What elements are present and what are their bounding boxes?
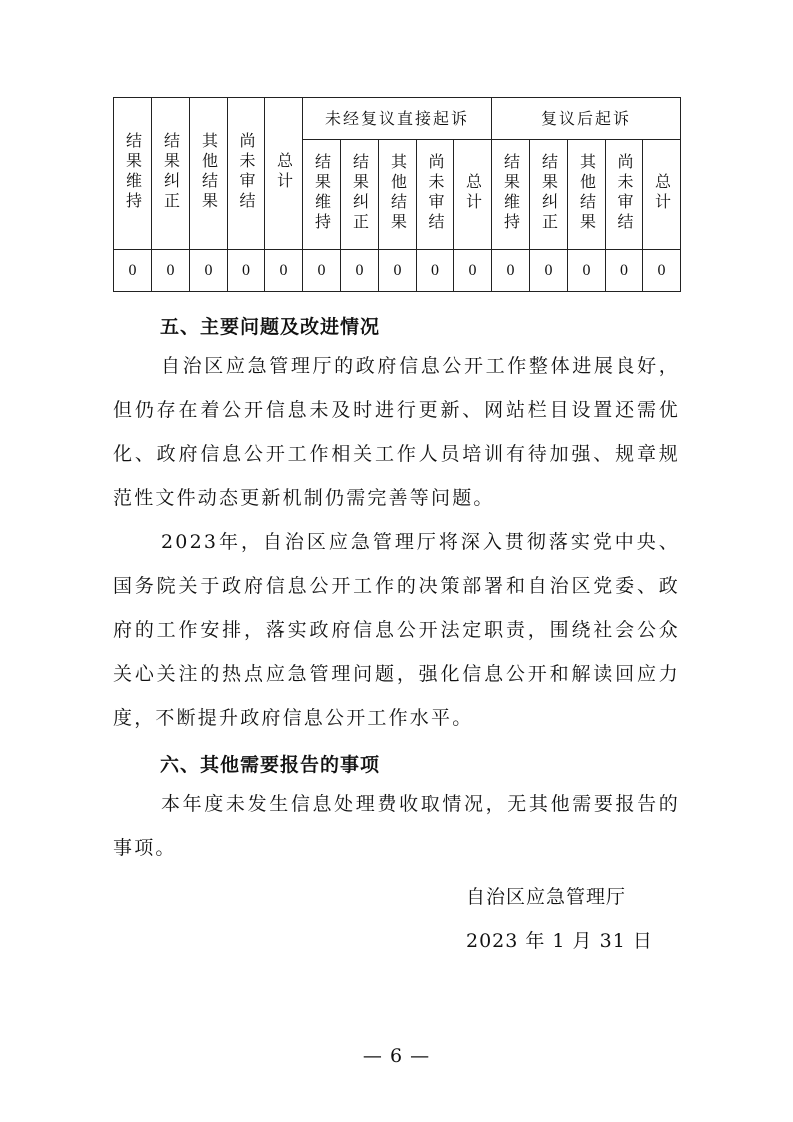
group-post-review-litigation: 复议后起诉	[492, 98, 681, 140]
header-result-upheld: 结果维持	[114, 98, 152, 250]
paragraph-plans: 2023年，自治区应急管理厅将深入贯彻落实党中央、国务院关于政府信息公开工作的决策部署和自治区党委、政府的工作安排，落实政府信息公开法定职责，围绕社会公众关心关注的热点应急管理问题，强化信息公开和解读回应力度，不断提升政府信息公开工作水平。	[113, 531, 680, 729]
table-cell: 0	[341, 250, 379, 292]
header-total: 总计	[265, 98, 303, 250]
table-cell: 0	[530, 250, 568, 292]
litigation-stats-table	[113, 97, 681, 292]
table-cell: 0	[228, 250, 265, 292]
sub-header-pending: 尚未审结	[417, 140, 454, 250]
header-other-results: 其他结果	[190, 98, 228, 250]
table-cell: 0	[606, 250, 643, 292]
table-cell: 0	[190, 250, 228, 292]
section-heading-other-matters: 六、其他需要报告的事项	[160, 754, 381, 776]
sub-header-result-upheld: 结果维持	[303, 140, 341, 250]
sub-header-result-corrected: 结果纠正	[341, 140, 379, 250]
table-cell: 0	[643, 250, 681, 292]
sub-header-result-upheld: 结果维持	[492, 140, 530, 250]
sub-header-other-results: 其他结果	[568, 140, 606, 250]
table-cell: 0	[303, 250, 341, 292]
group-direct-litigation: 未经复议直接起诉	[303, 98, 492, 140]
table-cell: 0	[152, 250, 190, 292]
sub-header-total: 总计	[454, 140, 492, 250]
signature-org: 自治区应急管理厅	[466, 886, 627, 908]
header-result-corrected: 结果纠正	[152, 98, 190, 250]
signature-date: 2023 年 1 月 31 日	[466, 930, 653, 952]
table-cell: 0	[568, 250, 606, 292]
sub-header-pending: 尚未审结	[606, 140, 643, 250]
header-pending: 尚未审结	[228, 98, 265, 250]
table-cell: 0	[417, 250, 454, 292]
sub-header-result-corrected: 结果纠正	[530, 140, 568, 250]
table-cell: 0	[379, 250, 417, 292]
paragraph-problems: 自治区应急管理厅的政府信息公开工作整体进展良好，但仍存在着公开信息未及时进行更新、网站栏目设置还需优化、政府信息公开工作相关工作人员培训有待加强、规章规范性文件动态更新机制仍需完善等问题。	[113, 355, 680, 509]
section-heading-problems: 五、主要问题及改进情况	[160, 316, 381, 338]
paragraph-other-matters: 本年度未发生信息处理费收取情况，无其他需要报告的事项。	[113, 793, 680, 859]
sub-header-total: 总计	[643, 140, 681, 250]
table-cell: 0	[492, 250, 530, 292]
table-cell: 0	[265, 250, 303, 292]
table-cell: 0	[454, 250, 492, 292]
page-number: — 6 —	[362, 1045, 431, 1067]
table-cell: 0	[114, 250, 152, 292]
sub-header-other-results: 其他结果	[379, 140, 417, 250]
